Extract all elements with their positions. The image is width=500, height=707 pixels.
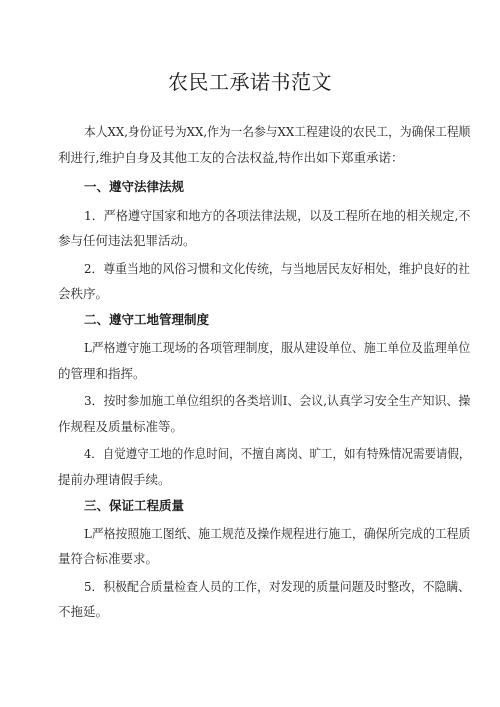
section-2-item-3-line-2: 提前办理请假手续。 [58, 472, 171, 487]
section-1-item-2-line-2: 会秩序。 [58, 286, 109, 301]
section-heading-1: 一、遵守法律法规 [84, 179, 185, 194]
intro-line-1: 本人XX,身份证号为XX,作为一名参与XX工程建设的农民工，为确保工程顺 [84, 124, 471, 139]
section-2-item-1-line-2: 的管理和指挥。 [58, 366, 146, 381]
section-3-item-2-line-1: 5．积极配合质量检查人员的工作，对发现的质量问题及时整改，不隐瞒、 [84, 579, 470, 594]
document-title: 农民工承诺书范文 [168, 70, 332, 94]
section-2-item-2-line-2: 作规程及质量标准等。 [58, 419, 184, 434]
section-heading-3: 三、保证工程质量 [84, 498, 185, 513]
section-2-item-2-line-1: 3．按时参加施工单位组织的各类培训I、会议,认真学习安全生产知识、操 [84, 393, 471, 408]
section-3-item-1-line-1: L严格按照施工图纸、施工规范及操作规程进行施工，确保所完成的工程质 [84, 526, 471, 541]
section-1-item-1-line-2: 参与任何违法犯罪活动。 [58, 233, 196, 248]
section-3-item-1-line-2: 量符合标准要求。 [58, 551, 159, 566]
intro-line-2: 利进行,维护自身及其他工友的合法权益,特作出如下郑重承诺： [58, 150, 404, 165]
section-1-item-1-line-1: 1．严格遵守国家和地方的各项法律法规，以及工程所在地的相关规定,不 [84, 208, 471, 223]
section-3-item-2-line-2: 不拖延。 [58, 604, 109, 619]
section-1-item-2-line-1: 2．尊重当地的风俗习惯和文化传统，与当地居民友好相处，维护良好的社 [84, 261, 470, 276]
section-2-item-1-line-1: L严格遵守施工现场的各项管理制度，服从建设单位、施工单位及监理单位 [84, 340, 471, 355]
section-heading-2: 二、遵守工地管理制度 [84, 312, 210, 327]
section-2-item-3-line-1: 4．自觉遵守工地的作息时间，不擅自离岗、旷工，如有特殊情况需要请假， [84, 446, 471, 461]
